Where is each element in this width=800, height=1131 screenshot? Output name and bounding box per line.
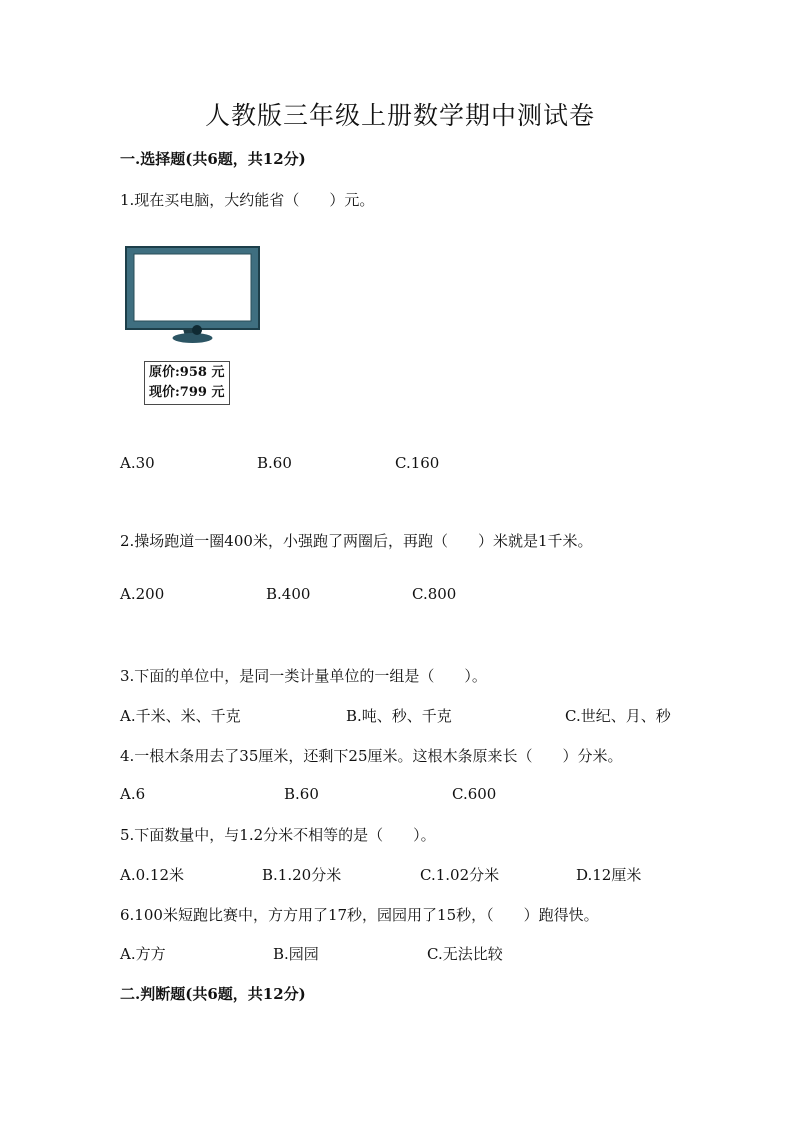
q4-option-b[interactable]: B.60 [284,785,319,803]
q3-option-b[interactable]: B.吨、秒、千克 [346,707,452,725]
q5-option-a[interactable]: A.0.12米 [120,866,184,884]
q2-option-b[interactable]: B.400 [266,585,311,603]
q3-option-a[interactable]: A.千米、米、千克 [120,707,241,725]
question-6: 6.100米短跑比赛中，方方用了17秒，园园用了15秒，（ ）跑得快。 [120,906,599,924]
section-heading-choice: 一.选择题(共6题，共12分) [120,150,306,168]
question-1: 1.现在买电脑，大约能省（ ）元。 [120,191,375,209]
q6-option-b[interactable]: B.园园 [273,945,319,963]
q4-option-a[interactable]: A.6 [120,785,146,803]
q5-option-d[interactable]: D.12厘米 [576,866,642,884]
q2-option-a[interactable]: A.200 [120,585,165,603]
q6-option-c[interactable]: C.无法比较 [427,945,503,963]
q3-option-c[interactable]: C.世纪、月、秒 [565,707,671,725]
original-price: 原价:958 元 [149,365,225,380]
question-5: 5.下面数量中，与1.2分米不相等的是（ ）。 [120,826,436,844]
page-title: 人教版三年级上册数学期中测试卷 [204,101,595,130]
question-3: 3.下面的单位中，是同一类计量单位的一组是（ ）。 [120,667,487,685]
question-2: 2.操场跑道一圈400米，小强跑了两圈后，再跑（ ）米就是1千米。 [120,532,593,550]
monitor-icon [125,245,260,345]
price-tag [144,361,230,405]
q4-option-c[interactable]: C.600 [452,785,497,803]
current-price: 现价:799 元 [149,385,225,400]
q1-option-c[interactable]: C.160 [395,454,440,472]
q5-option-c[interactable]: C.1.02分米 [420,866,500,884]
q2-option-c[interactable]: C.800 [412,585,457,603]
question-4: 4.一根木条用去了35厘米，还剩下25厘米。这根木条原来长（ ）分米。 [120,747,623,765]
q5-option-b[interactable]: B.1.20分米 [262,866,342,884]
q1-option-b[interactable]: B.60 [257,454,292,472]
section-heading-judgment: 二.判断题(共6题，共12分) [120,985,306,1003]
q6-option-a[interactable]: A.方方 [120,945,166,963]
q1-option-a[interactable]: A.30 [120,454,155,472]
